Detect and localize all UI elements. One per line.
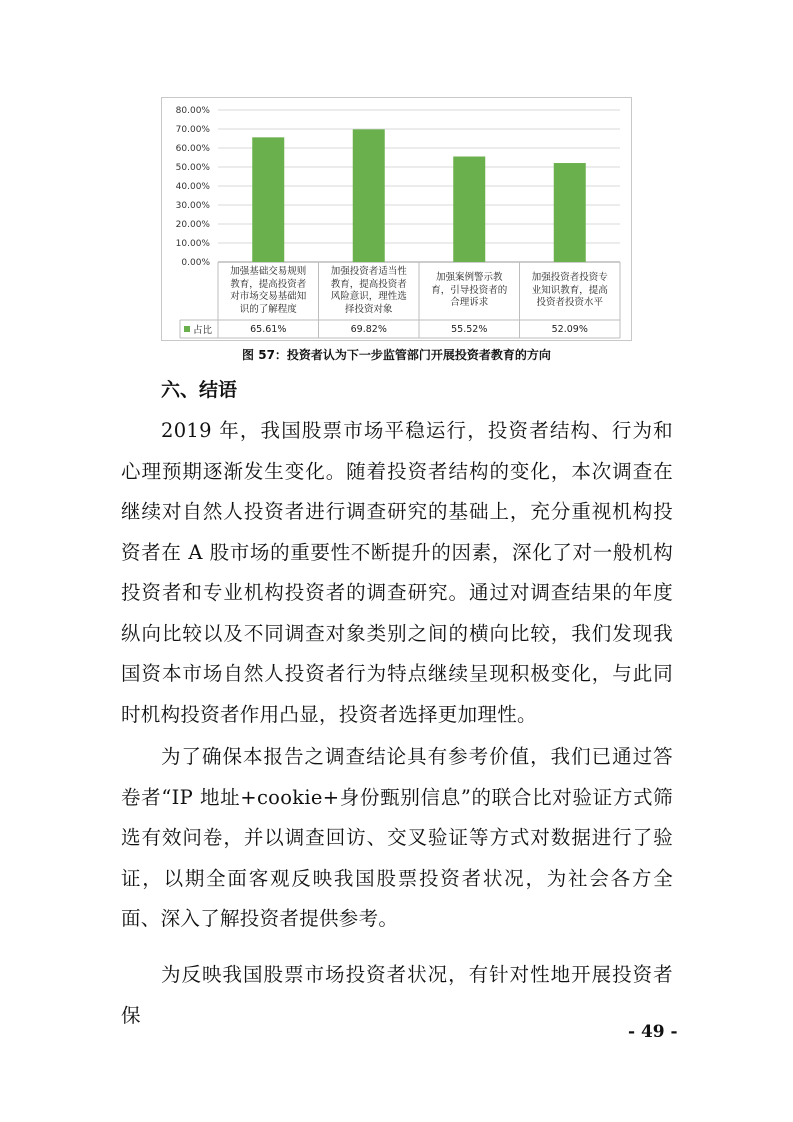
y-tick-label: 20.00% bbox=[175, 220, 210, 230]
bar bbox=[453, 157, 485, 262]
legend bbox=[184, 320, 212, 338]
section-heading: 六、结语 bbox=[161, 379, 238, 401]
y-tick-label: 10.00% bbox=[175, 239, 210, 249]
paragraph-3: 为反映我国股票市场投资者状况，有针对性地开展投资者保 bbox=[121, 963, 673, 1027]
y-tick-label: 70.00% bbox=[175, 125, 210, 135]
bar bbox=[353, 129, 385, 262]
data-label: 69.82% bbox=[350, 323, 387, 335]
data-label: 65.61% bbox=[250, 323, 287, 335]
bar bbox=[554, 163, 586, 262]
legend-label: 占比 bbox=[193, 325, 213, 336]
x-category-label: 加强案例警示教 育，引导投资者的 合理诉求 bbox=[431, 272, 508, 309]
y-tick-label: 40.00% bbox=[175, 182, 210, 192]
paragraph-1: 2019 年，我国股票市场平稳运行，投资者结构、行为和心理预期逐渐发生变化。随着投资者结构的变化，本次调查在继续对自然人投资者进行调查研究的基础上，充分重视机构投资者在 A 股市场的重要性不断提升的因素，深化了对一般机构投资者和专业机构投资者的调查研究。通过对调查结果的年度纵向比较以及不同调查对象类别之间的横向比较，我们发现我国资本市场自然人投资者行为特点继续呈现积极变化，与此同时机构投资者作用凸显，投资者选择更加理性。 bbox=[121, 419, 673, 726]
y-tick-label: 50.00% bbox=[175, 163, 210, 173]
y-tick-label: 0.00% bbox=[181, 258, 210, 268]
y-tick-label: 30.00% bbox=[175, 201, 210, 211]
paragraph-2: 为了确保本报告之调查结论具有参考价值，我们已通过答卷者“IP 地址+cookie+身份甄别信息”的联合比对验证方式筛选有效问卷，并以调查回访、交叉验证等方式对数据进行了验证，以期全面客观反映我国股票投资者状况，为社会各方全面、深入了解投资者提供参考。 bbox=[121, 745, 673, 930]
x-category-label: 加强基础交易规则 教育，提高投资者 对市场交易基础知 识的了解程度 bbox=[230, 266, 307, 315]
legend-swatch bbox=[184, 326, 190, 332]
y-tick-label: 60.00% bbox=[175, 144, 210, 154]
data-label: 52.09% bbox=[551, 323, 588, 335]
x-category-label: 加强投资者投资专 业知识教育，提高 投资者投资水平 bbox=[531, 272, 608, 309]
data-label: 55.52% bbox=[451, 323, 488, 335]
bar-chart bbox=[161, 97, 632, 341]
y-tick-label: 80.00% bbox=[175, 106, 210, 116]
bar bbox=[252, 137, 284, 262]
figure-caption: 图 57：投资者认为下一步监管部门开展投资者教育的方向 bbox=[242, 348, 551, 362]
page-number: - 49 - bbox=[628, 1022, 678, 1042]
x-category-label: 加强投资者适当性 教育，提高投资者 风险意识，理性选 择投资对象 bbox=[330, 266, 407, 315]
